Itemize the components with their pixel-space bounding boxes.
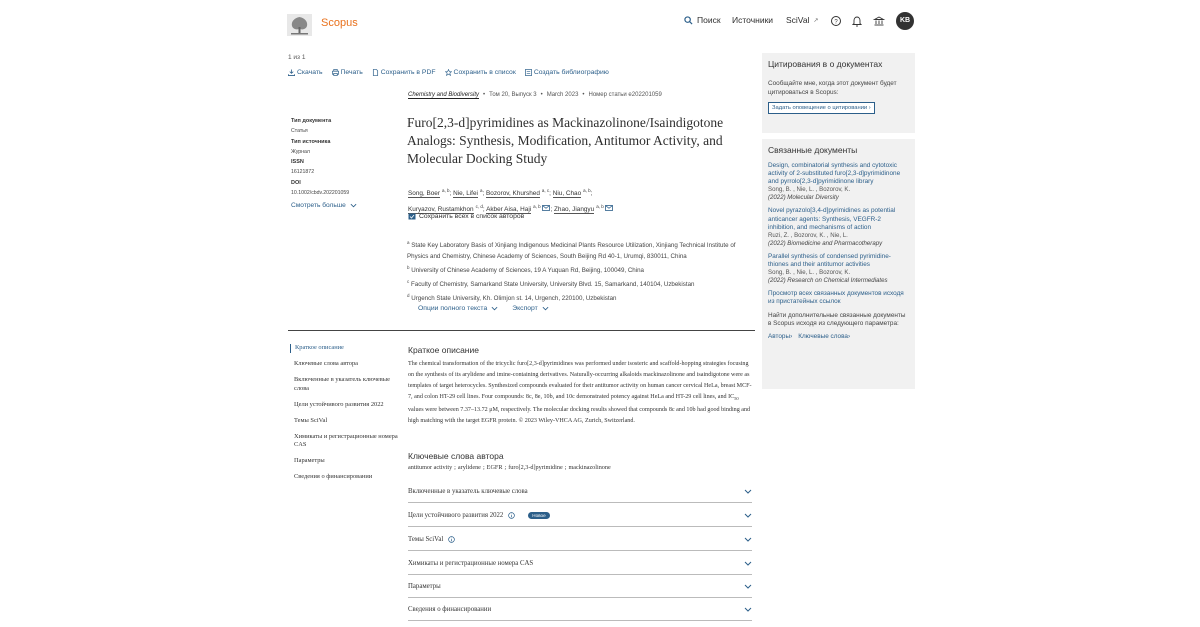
nav-cas[interactable]: Химикаты и регистрационные номера CAS bbox=[294, 432, 398, 448]
accordion-indexed-keywords[interactable] bbox=[408, 481, 752, 503]
svg-text:?: ? bbox=[834, 19, 838, 26]
keyword: EGFR bbox=[486, 464, 503, 471]
nav-abstract[interactable]: Краткое описание bbox=[290, 344, 400, 353]
related-doc-journal: (2022) Molecular Diversity bbox=[768, 194, 839, 202]
export-dropdown[interactable] bbox=[512, 305, 549, 312]
accordion-label: Темы SciVal bbox=[408, 536, 444, 543]
print-icon bbox=[332, 69, 339, 76]
help-icon[interactable] bbox=[829, 14, 843, 28]
nav-metrics[interactable]: Параметры bbox=[294, 457, 325, 464]
full-text-options-dropdown[interactable] bbox=[418, 305, 498, 312]
nav-search[interactable] bbox=[684, 15, 721, 25]
keyword: arylidene bbox=[457, 464, 481, 471]
save-authors-button[interactable] bbox=[408, 213, 524, 220]
result-pager: 1 из 1 bbox=[288, 54, 306, 61]
related-doc-title[interactable]: Novel pyrazolo[3,4-d]pyrimidines as potential anticancer agents: Synthesis, VEGFR-2 inhibition, and mechanisms of action bbox=[768, 207, 896, 231]
citations-panel bbox=[762, 53, 915, 133]
nav-sources[interactable]: Источники bbox=[732, 15, 774, 25]
save-authors-label: Сохранить всех в список авторов bbox=[419, 213, 525, 220]
article-title: Furo[2,3-d]pyrimidines as Mackinazolinone/Isaindigotone Analogs: Synthesis, Modification, Antitumor Activity, and Molecular Docking Study bbox=[407, 115, 724, 166]
chevron-down-icon bbox=[542, 306, 549, 311]
chevron-down-icon bbox=[350, 203, 357, 208]
scopus-brand[interactable]: Scopus bbox=[321, 17, 358, 29]
nav-scival-topics[interactable]: Темы SciVal bbox=[294, 416, 328, 424]
search-icon bbox=[684, 16, 693, 25]
accordion-metrics[interactable] bbox=[408, 576, 752, 598]
nav-indexed-keywords[interactable]: Включенные в указатель ключевые слова bbox=[294, 376, 390, 392]
chevron-down-icon bbox=[491, 306, 498, 311]
abstract-text: The chemical transformation of the tricyclic furo[2,3-d]pyrimidines was performed under isosteric and scaffold-hopping strategies focusing on the synthesis of its arylidene and imine-containing derivatives. Naturally-occurring alkaloids mackinazolinone and isaindigotone were as templates of target heterocycles. Synthesized compounds evaluated for their antitumor activity on human cancer cervical HeLa, breast MCF-7, and colon HT-29 cell lines. Four compounds: 8c, 8e, 10b, and 10c demonstrated potency against HeLa and HT-29 cell lines, and $IC_{50}$ values were between 7.37–13.72 μM, respectively. The molecular docking results showed that compounds 8c and 10b had good binding and high matching with the target EGFR protein. © 2023 Wiley-VHCA AG, Zurich, Switzerland. bbox=[408, 361, 752, 424]
keyword: antitumor activity bbox=[408, 464, 453, 471]
find-more-text: Найти дополнительные связанные документы в Scopus исходя из следующего параметра: bbox=[768, 311, 906, 327]
nav-scival-label: SciVal bbox=[786, 15, 810, 25]
section-nav bbox=[290, 344, 400, 489]
download-icon bbox=[288, 69, 295, 76]
nav-funding[interactable]: Сведения о финансировании bbox=[294, 473, 373, 480]
accordion-sdg[interactable] bbox=[408, 505, 752, 527]
citation-alert-button[interactable] bbox=[768, 102, 875, 114]
doc-type-value: Статья bbox=[291, 128, 308, 134]
save-list-button[interactable] bbox=[445, 69, 516, 76]
chevron-right-icon: › bbox=[868, 105, 871, 111]
bibliography-button[interactable] bbox=[525, 69, 609, 76]
chevron-right-icon: › bbox=[790, 332, 793, 340]
chevron-down-icon bbox=[744, 489, 752, 494]
accordion-label: Химикаты и регистрационные номера CAS bbox=[408, 560, 534, 567]
accordion-scival-topics[interactable] bbox=[408, 529, 752, 551]
chevron-down-icon bbox=[744, 561, 752, 566]
citation-alert-label: Задать оповещение о цитировании bbox=[772, 105, 868, 111]
nav-scival[interactable] bbox=[786, 15, 819, 25]
source-type-label: Тип источника bbox=[291, 139, 331, 145]
elsevier-logo[interactable] bbox=[287, 14, 312, 36]
show-more-button[interactable] bbox=[291, 202, 357, 209]
related-doc-authors: Song, B. , Nie, L. , Bozorov, K. bbox=[768, 186, 851, 194]
affiliation-item: $^a$ State Key Laboratory Basis of Xinjiang Indigenous Medicinal Plants Resource Utilization, Xinjiang Technical Institute of Physics and Chemistry, Chinese Academy of Sciences, South Beijing Rd 40-1, Urumqi, 830011, China bbox=[407, 240, 736, 261]
related-doc-authors: Song, B. , Nie, L. , Bozorov, K. bbox=[768, 269, 851, 277]
publication-date: March 2023 bbox=[546, 92, 579, 98]
affiliation-item: $^b$ University of Chinese Academy of Sciences, 19 A Yuquan Rd, Beijing, 100049, China bbox=[407, 265, 644, 275]
bibliography-icon bbox=[525, 69, 532, 76]
print-button[interactable] bbox=[332, 69, 363, 76]
related-doc-title[interactable]: Design, combinatorial synthesis and cytotoxic activity of 2-substituted furo[2,3-d]pyrimidinone and pyrrolo[2,3-d]pyrimidinone library bbox=[768, 162, 901, 186]
accordion-funding[interactable] bbox=[408, 599, 752, 621]
volume-issue: Том 20, Выпуск 3 bbox=[489, 92, 537, 98]
pdf-icon bbox=[372, 69, 379, 76]
related-doc-title[interactable]: Parallel synthesis of condensed pyrimidine-thiones and their antitumor activities bbox=[768, 252, 891, 269]
author-link[interactable]: Bozorov, Khurshed $^{a, c}$ bbox=[486, 188, 550, 198]
save-pdf-button[interactable] bbox=[372, 69, 436, 76]
chevron-down-icon bbox=[744, 607, 752, 612]
author-keywords-list: antitumor activity ; arylidene ; EGFR ; furo[2,3-d]pyrimidine ; mackinazolinone bbox=[408, 464, 611, 471]
section-divider bbox=[288, 330, 755, 331]
abstract-heading: Краткое описание bbox=[408, 345, 479, 355]
doi-label: DOI bbox=[291, 180, 301, 186]
related-by-authors-link[interactable]: Авторы› bbox=[768, 332, 793, 340]
chevron-down-icon bbox=[744, 537, 752, 542]
journal-line bbox=[408, 92, 662, 99]
info-icon[interactable] bbox=[448, 536, 455, 543]
new-badge: Новое bbox=[528, 512, 549, 519]
journal-sep: • bbox=[540, 92, 543, 98]
journal-sep: • bbox=[582, 92, 585, 98]
print-label: Печать bbox=[340, 69, 363, 76]
related-doc bbox=[768, 253, 909, 285]
bell-icon[interactable] bbox=[850, 14, 864, 28]
related-doc bbox=[768, 207, 909, 247]
affiliations bbox=[407, 237, 752, 304]
full-text-options-label: Опции полного текста bbox=[418, 305, 488, 312]
author-keywords-heading: Ключевые слова автора bbox=[408, 451, 504, 461]
journal-link[interactable]: Chemistry and Biodiversity bbox=[408, 92, 480, 98]
document-toolbar bbox=[288, 69, 609, 76]
author-link[interactable]: Song, Boer $^{a, b}$ bbox=[408, 188, 450, 198]
show-more-label: Смотреть больше bbox=[291, 202, 346, 209]
related-by-keywords-link[interactable]: Ключевые слова› bbox=[798, 332, 851, 340]
related-doc-authors: Ruzi, Z. , Bozorov, K. , Nie, L. bbox=[768, 231, 848, 239]
info-icon[interactable] bbox=[508, 512, 515, 519]
accordion-label: Цели устойчивого развития 2022 bbox=[408, 512, 504, 519]
keyword: furo[2,3-d]pyrimidine bbox=[508, 464, 563, 471]
chevron-right-icon: › bbox=[847, 332, 851, 340]
source-type-value: Журнал bbox=[291, 149, 310, 155]
issn-value: 16121872 bbox=[291, 169, 315, 175]
chevron-down-icon bbox=[744, 584, 752, 589]
accordion-label: Параметры bbox=[408, 583, 441, 590]
download-button[interactable] bbox=[288, 69, 323, 76]
email-icon[interactable] bbox=[605, 205, 613, 211]
accordion-cas[interactable] bbox=[408, 553, 752, 575]
save-pdf-label: Сохранить в PDF bbox=[380, 69, 436, 76]
related-doc-journal: (2022) Biomedicine and Pharmacotherapy bbox=[768, 239, 883, 247]
author-link[interactable]: Zhao, Jiangyu $^{a, b}$ bbox=[554, 203, 604, 213]
related-documents-panel bbox=[762, 139, 915, 389]
options-bar bbox=[418, 305, 549, 312]
related-title: Связанные документы bbox=[768, 145, 858, 155]
export-label: Экспорт bbox=[512, 305, 538, 312]
institution-icon[interactable] bbox=[872, 14, 886, 28]
chevron-down-icon bbox=[744, 513, 752, 518]
nav-search-label: Поиск bbox=[697, 15, 721, 25]
author-link[interactable]: Kuryazov, Rustamkhon $^{c, d}$ bbox=[408, 203, 483, 213]
related-doc bbox=[768, 162, 909, 202]
keyword: mackinazolinone bbox=[568, 464, 611, 471]
star-icon bbox=[445, 69, 452, 76]
view-all-related-link[interactable]: Просмотр всех связанных документов исходя из пристатейных ссылок bbox=[768, 290, 904, 306]
external-link-icon: ↗ bbox=[813, 17, 819, 24]
author-link[interactable]: Niu, Chao $^{a, b}$ bbox=[552, 188, 591, 198]
elsevier-tree-icon bbox=[287, 14, 312, 36]
email-icon[interactable] bbox=[542, 205, 550, 211]
author-list-icon bbox=[408, 213, 416, 220]
bibliography-label: Создать библиографию bbox=[533, 69, 609, 76]
download-label: Скачать bbox=[297, 69, 323, 76]
accordion-label: Включенные в указатель ключевые слова bbox=[408, 488, 528, 495]
author-link[interactable]: Akber Aisa, Haji $^{a, b}$ bbox=[486, 203, 541, 213]
author-list: Song, Boer $^{a, b}$; Nie, Lifei $^a$; Bozorov, Khurshed $^{a, c}$; Niu, Chao $^{a, b}$; Kuryazov, Rustamkhon $^{c, d}$; Akber Aisa, Haji $^{a, b}$ ; Zhao, Jiangyu $^{a, b}$ bbox=[408, 185, 748, 216]
issn-label: ISSN bbox=[291, 159, 304, 165]
save-list-label: Сохранить в список bbox=[453, 69, 516, 76]
citations-description: Сообщайте мне, когда этот документ будет цитироваться в Scopus: bbox=[768, 80, 897, 96]
accordion-label: Сведения о финансировании bbox=[408, 606, 492, 613]
nav-author-keywords[interactable]: Ключевые слова автора bbox=[294, 360, 358, 367]
related-doc-journal: (2022) Research on Chemical Intermediates bbox=[768, 277, 888, 285]
citations-title: Цитирования в о документах bbox=[768, 59, 883, 69]
journal-sep: • bbox=[483, 92, 486, 98]
affiliation-item: $^c$ Faculty of Chemistry, Samarkand State University, University Blvd. 15, Samarkand, 140104, Uzbekistan bbox=[407, 279, 695, 289]
doi-value: 10.1002/cbdv.202201059 bbox=[291, 190, 350, 196]
author-link[interactable]: Nie, Lifei $^a$ bbox=[453, 188, 483, 198]
nav-sdg[interactable]: Цели устойчивого развития 2022 bbox=[294, 400, 384, 408]
related-links bbox=[768, 333, 909, 340]
doc-type-label: Тип документа bbox=[291, 118, 332, 124]
affiliation-item: $^d$ Urgench State University, Kh. Olimjon st. 14, Urgench, 220100, Uzbekistan bbox=[407, 293, 617, 303]
user-avatar[interactable]: KB bbox=[896, 12, 914, 30]
article-number: Номер статьи e202201059 bbox=[588, 92, 662, 98]
